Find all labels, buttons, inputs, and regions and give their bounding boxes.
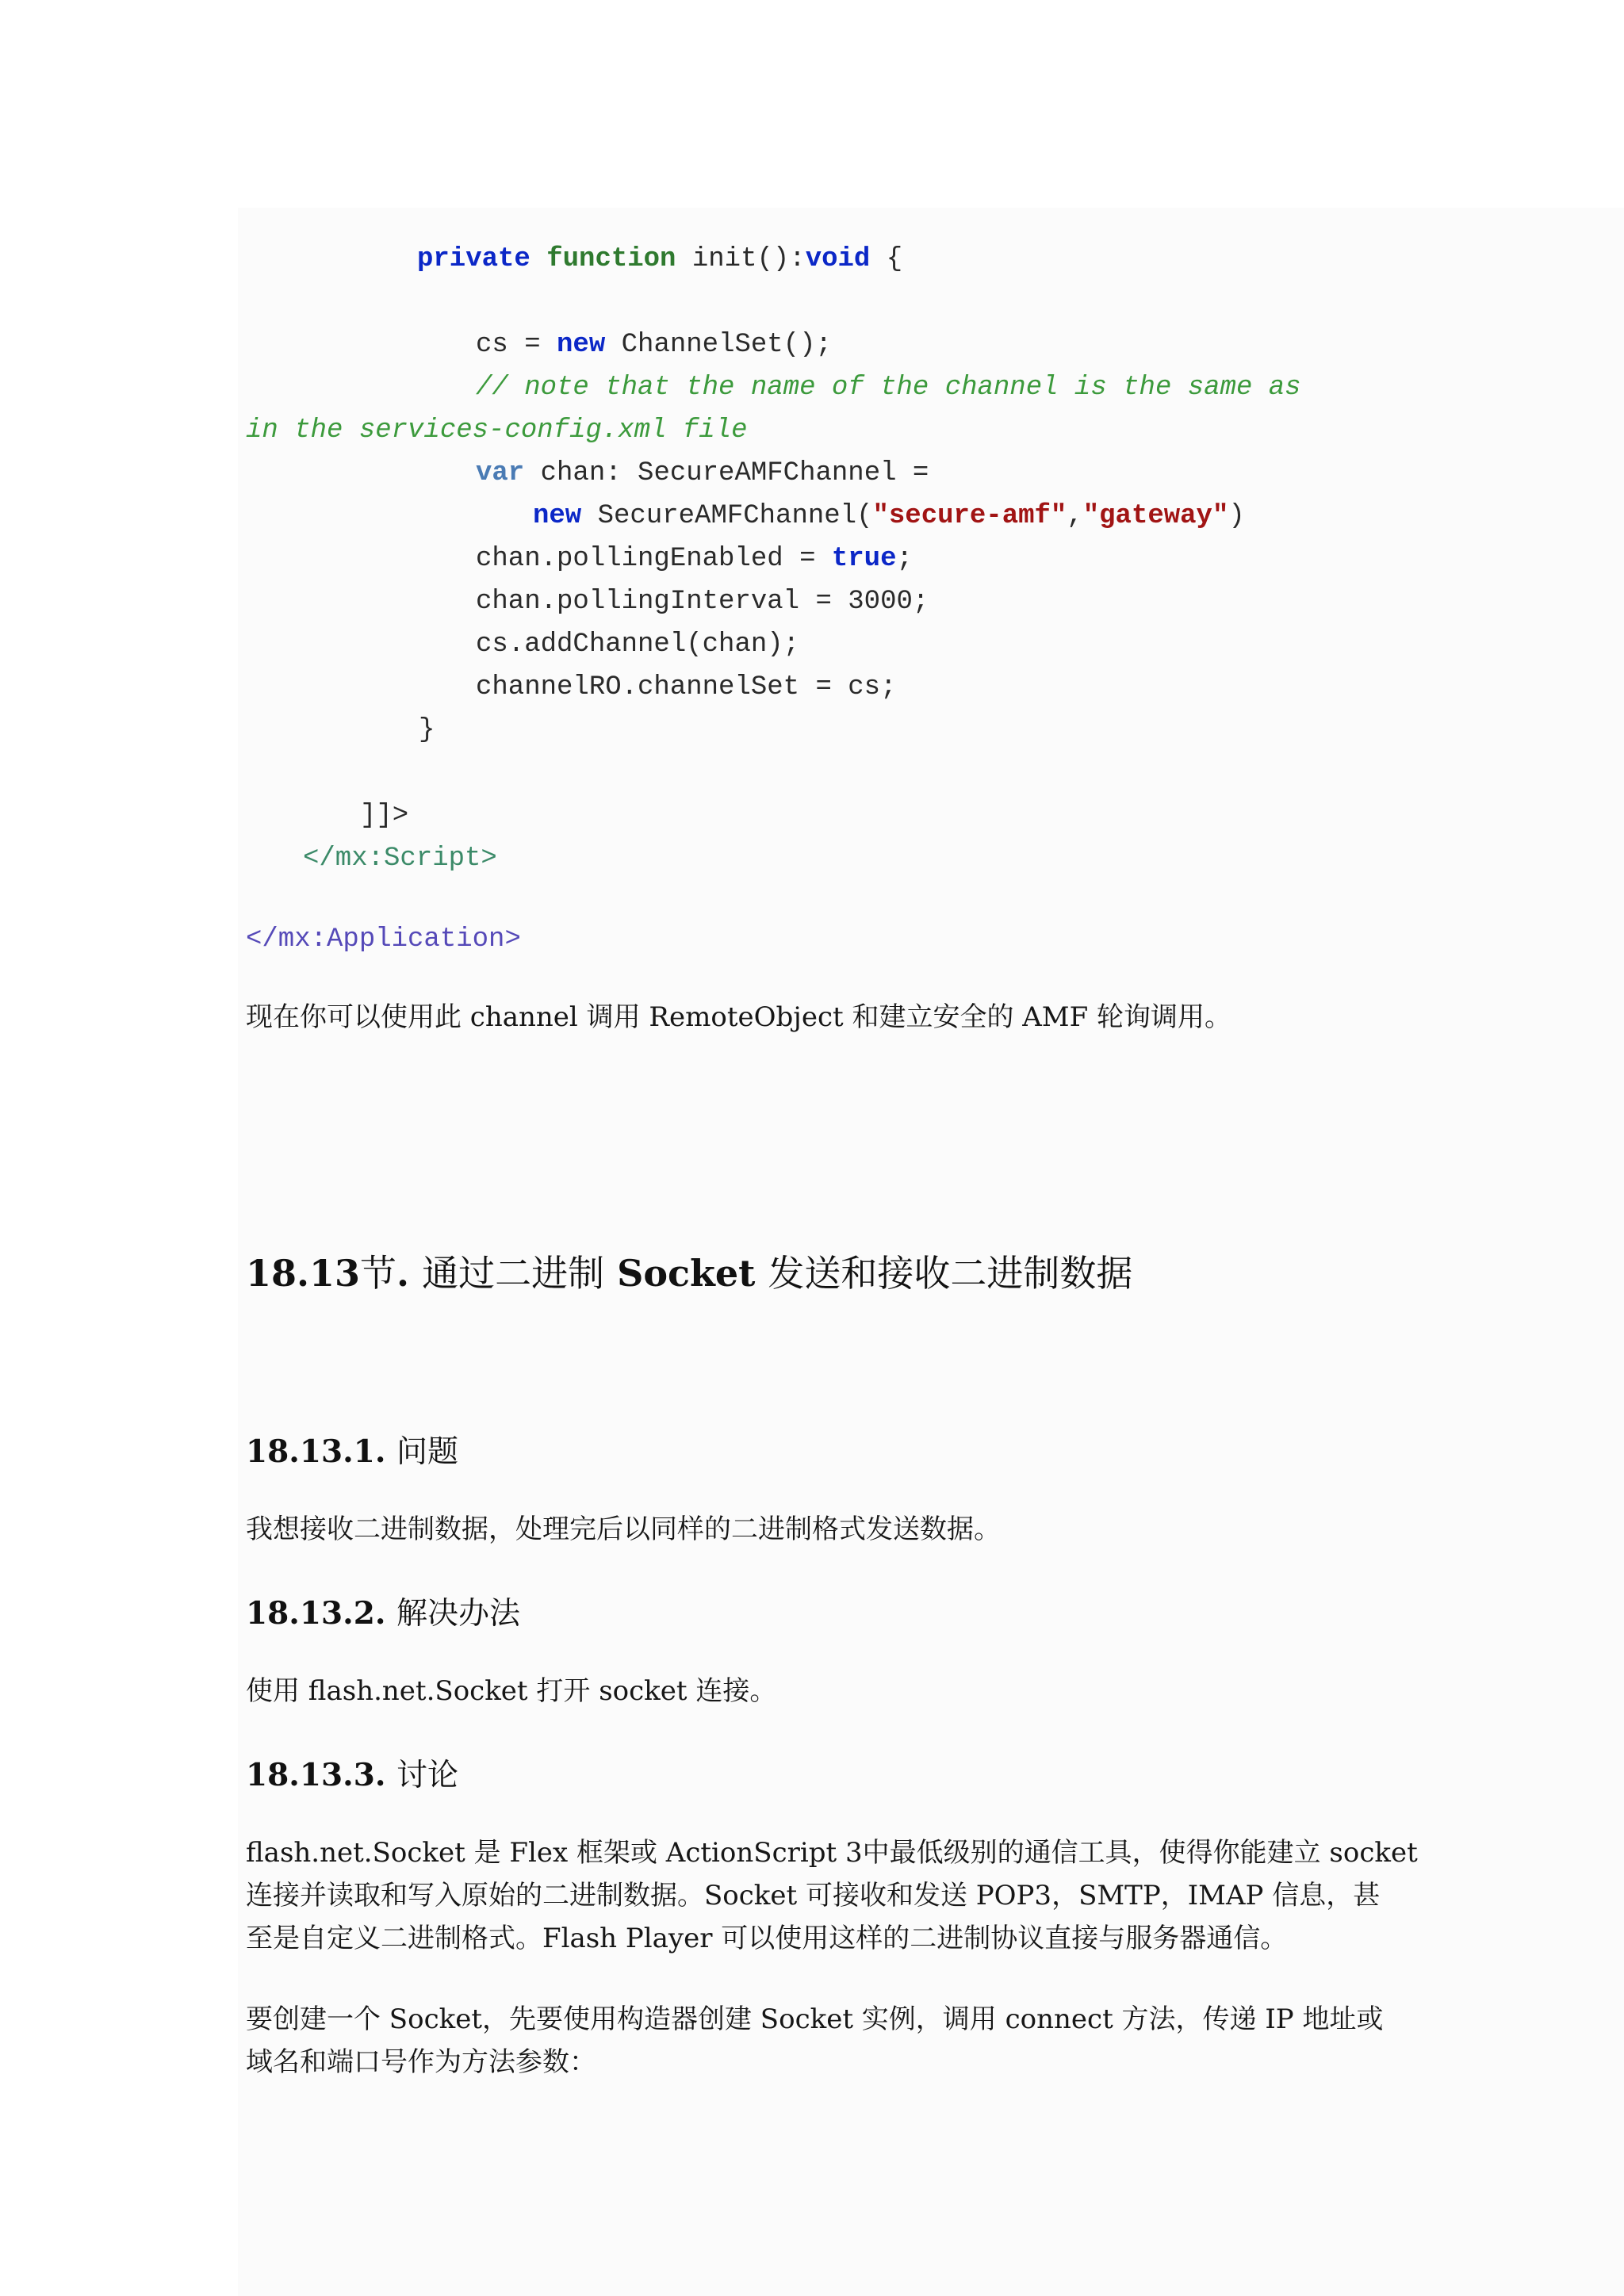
code-text: ChannelSet();	[605, 330, 832, 360]
section-dot: .	[396, 1252, 410, 1295]
paragraph-discussion-line: flash.net.Socket 是 Flex 框架或 ActionScript 3中最低级别的通信工具，使得你能建立 socket	[246, 1837, 1418, 1869]
code-line-close-brace: }	[419, 715, 435, 745]
code-keyword: private	[417, 244, 530, 274]
code-keyword: function	[546, 244, 676, 274]
section-heading	[246, 1245, 1132, 1297]
code-keyword: var	[476, 458, 525, 488]
code-string: "secure-amf"	[872, 501, 1067, 531]
code-string: "gateway"	[1082, 501, 1229, 531]
section-title-b: Socket	[617, 1252, 756, 1295]
code-keyword: new	[557, 330, 606, 360]
paragraph-create-socket-line: 域名和端口号作为方法参数：	[246, 2046, 596, 2078]
subsection-title: 讨论	[396, 1758, 459, 1793]
code-text: chan: SecureAMFChannel =	[524, 458, 929, 488]
code-text: ;	[896, 544, 913, 574]
section-number: 18.13	[246, 1252, 361, 1295]
paragraph-intro: 现在你可以使用此 channel 调用 RemoteObject 和建立安全的 AMF 轮询调用。	[246, 1001, 1232, 1033]
code-line-script-close: </mx:Script>	[303, 844, 497, 874]
code-line-channelset-assign: channelRO.channelSet = cs;	[476, 672, 897, 702]
section-title-a: 通过二进制	[422, 1252, 605, 1295]
subsection-title: 问题	[396, 1434, 459, 1470]
paragraph-problem: 我想接收二进制数据，处理完后以同样的二进制格式发送数据。	[246, 1513, 1001, 1545]
paragraph-create-socket-line: 要创建一个 Socket，先要使用构造器创建 Socket 实例，调用 connect 方法，传递 IP 地址或	[246, 2003, 1384, 2035]
code-line-cdata-end: ]]>	[360, 801, 409, 831]
code-line-polling-enabled	[476, 538, 913, 580]
paragraph-discussion-line: 至是自定义二进制格式。Flash Player 可以使用这样的二进制协议直接与服务器通信。	[246, 1923, 1288, 1954]
subsection-number: 18.13.3.	[246, 1757, 386, 1793]
subsection-heading-solution	[246, 1589, 520, 1633]
subsection-number: 18.13.1.	[246, 1433, 386, 1470]
code-line-var-chan	[476, 452, 929, 495]
code-line-init-function	[417, 238, 902, 281]
code-line-application-close: </mx:Application>	[246, 924, 521, 955]
code-text: init():	[676, 244, 806, 274]
code-keyword: void	[805, 244, 871, 274]
code-text: chan.pollingEnabled =	[476, 544, 832, 574]
code-comment-line: in the services-config.xml file	[246, 415, 748, 446]
code-line-polling-interval: chan.pollingInterval = 3000;	[476, 587, 929, 617]
code-text: cs =	[476, 330, 557, 360]
code-line-new-channel	[533, 495, 1245, 538]
subsection-number: 18.13.2.	[246, 1595, 386, 1632]
code-text: SecureAMFChannel(	[581, 501, 873, 531]
subsection-heading-problem	[246, 1427, 458, 1471]
code-keyword: true	[831, 544, 897, 574]
code-text: {	[870, 244, 903, 274]
code-line-channelset	[476, 323, 832, 366]
paragraph-discussion-line: 连接并读取和写入原始的二进制数据。Socket 可接收和发送 POP3，SMTP，IMAP 信息，甚	[246, 1880, 1381, 1911]
subsection-title: 解决办法	[396, 1596, 521, 1632]
code-comment-line: // note that the name of the channel is the same as	[476, 373, 1301, 403]
code-line-add-channel: cs.addChannel(chan);	[476, 629, 800, 660]
code-text: ,	[1067, 501, 1083, 531]
paragraph-solution: 使用 flash.net.Socket 打开 socket 连接。	[246, 1675, 777, 1707]
section-jie: 节	[360, 1252, 397, 1295]
section-title-c: 发送和接收二进制数据	[768, 1252, 1133, 1295]
code-keyword: new	[533, 501, 582, 531]
code-text: )	[1228, 501, 1245, 531]
subsection-heading-discussion	[246, 1751, 458, 1795]
